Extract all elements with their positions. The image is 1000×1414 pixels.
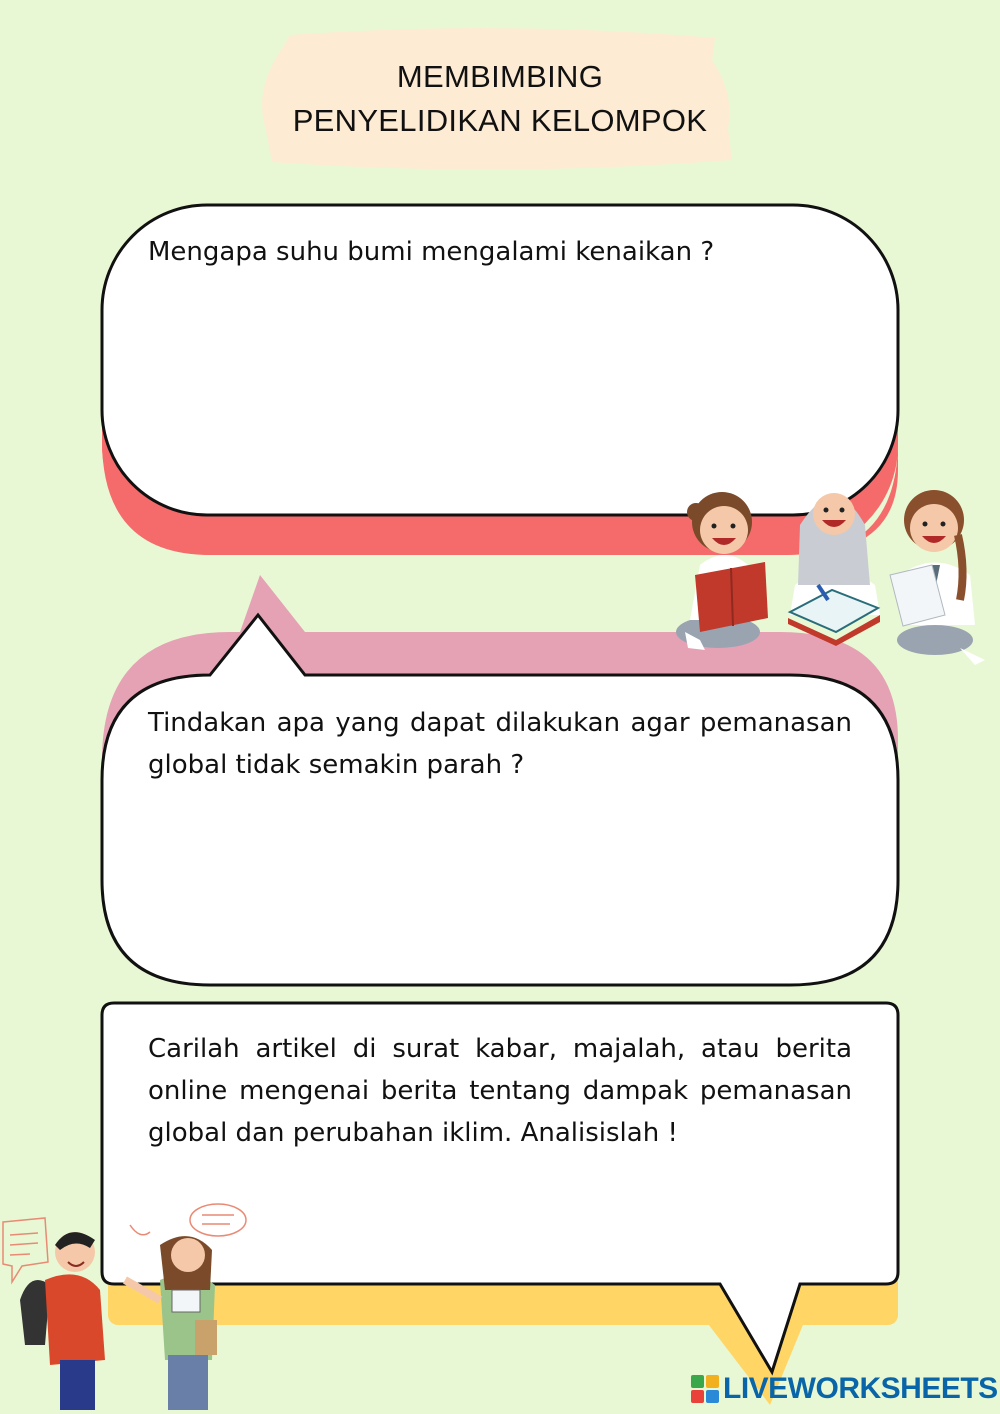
liveworksheets-logo[interactable] (690, 1372, 998, 1406)
logo-text: LIVEWORKSHEETS (723, 1372, 998, 1405)
question-1-answer-field[interactable] (140, 285, 864, 489)
question-1-text: Mengapa suhu bumi mengalami kenaikan ? (148, 237, 715, 267)
title-line-2: PENYELIDIKAN KELOMPOK (292, 103, 708, 138)
liveworksheets-logo-icon (690, 1374, 720, 1404)
girl-with-paper (890, 490, 985, 665)
question-3-text: Carilah artikel di surat kabar, majalah, atau berita online mengenai berita tentang dampak pemanasan global dan perubahan iklim. Analisislah ! (148, 1034, 852, 1148)
question-2-answer-field[interactable] (140, 800, 864, 964)
page-title (250, 55, 750, 143)
title-line-1: MEMBIMBING (396, 59, 604, 94)
question-2-text: Tindakan apa yang dapat dilakukan agar pemanasan global tidak semakin parah ? (148, 708, 852, 780)
students-reading-illustration (676, 490, 985, 665)
question-3-answer-field[interactable] (140, 1200, 864, 1274)
boy-with-backpack (20, 1232, 105, 1410)
